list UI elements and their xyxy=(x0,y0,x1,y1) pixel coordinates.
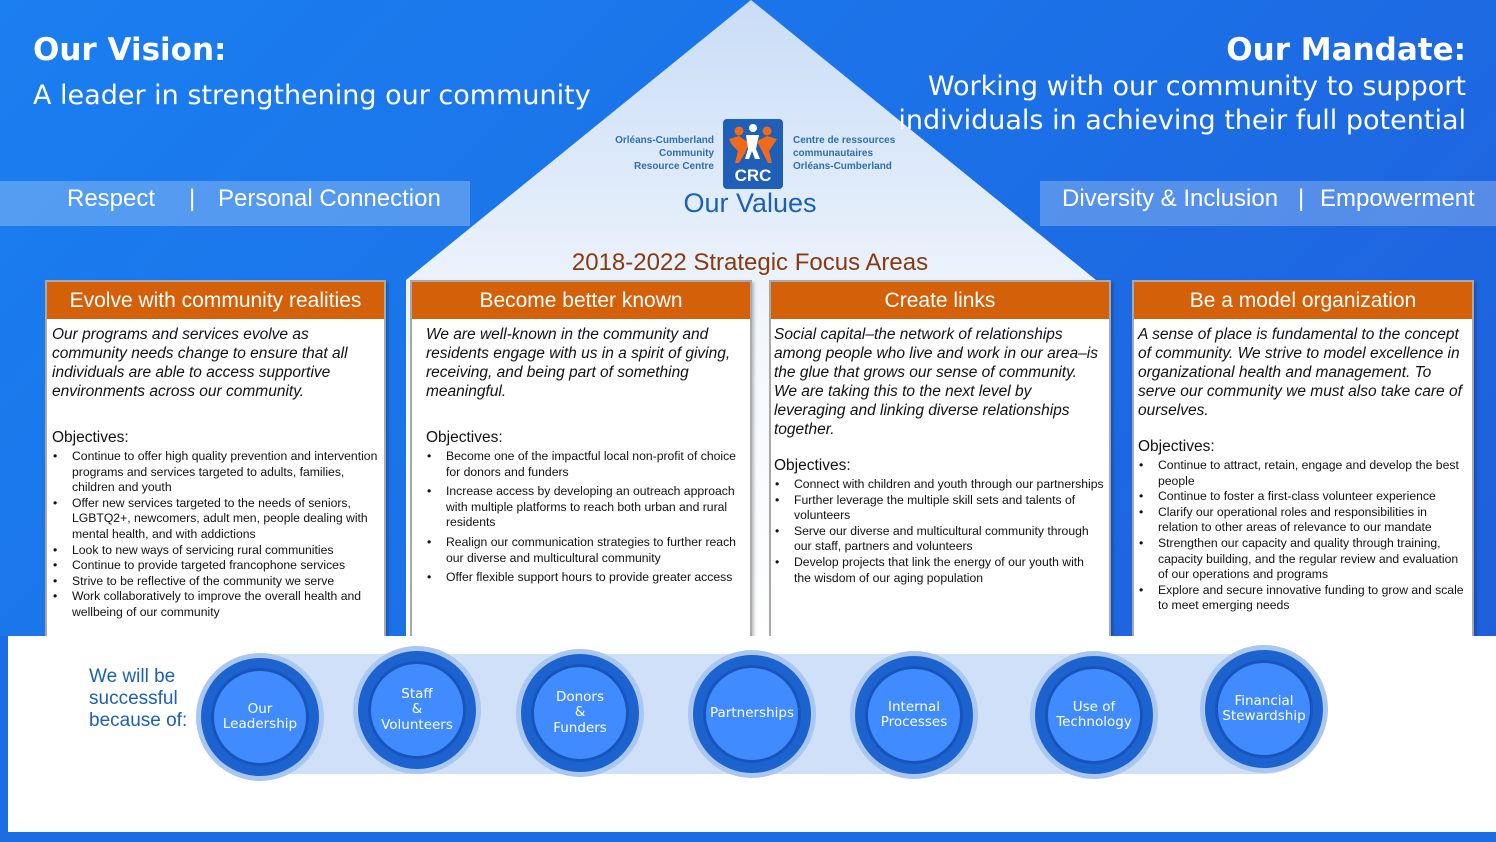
mandate-text: Working with our community to support individuals in achieving their full potential xyxy=(898,71,1466,136)
objectives-label: Objectives: xyxy=(1138,438,1215,455)
success-bubble-financial-stewardship: Financial Stewardship xyxy=(1205,650,1323,768)
value-separator: | xyxy=(189,185,196,212)
success-bubble-partnerships: Partnerships xyxy=(693,655,811,773)
people-figures-icon xyxy=(723,119,783,167)
bottom-strip xyxy=(0,832,1496,842)
value-respect: Respect xyxy=(67,185,156,212)
success-label: We will be successful because of: xyxy=(89,666,188,731)
logo-english-name: Orléans-Cumberland Community Resource Centre xyxy=(615,135,714,172)
list-item: • Offer new services targeted to the needs of seniors, LGBTQ2+, newcomers, adult men, people dealing with mental health, and with addictions xyxy=(52,496,379,543)
logo-french-name: Centre de ressources communautaires Orléans-Cumberland xyxy=(793,135,896,172)
success-bubble-donors-funders: Donors & Funders xyxy=(521,654,639,772)
card-intro: A sense of place is fundamental to the concept of community. We strive to model excellence in organizational health and management. To serve our community we must also take care of ourselves. xyxy=(1138,326,1462,419)
focus-card-model-organization xyxy=(1132,280,1474,638)
value-separator: | xyxy=(1298,185,1305,212)
list-item: • Realign our communication strategies to further reach our diverse and multicultural community xyxy=(426,535,745,566)
card-title: Create links xyxy=(771,282,1109,319)
list-item: • Continue to offer high quality prevention and intervention programs and services targeted to adults, families, children and youth xyxy=(52,449,379,496)
list-item: • Offer flexible support hours to provide greater access xyxy=(426,570,745,586)
objectives-label: Objectives: xyxy=(426,429,503,446)
vision-text: A leader in strengthening our community xyxy=(33,80,591,111)
success-bubble-leadership: Our Leadership xyxy=(201,658,319,776)
vision-title: Our Vision: xyxy=(33,32,227,68)
list-item: • Serve our diverse and multicultural community through our staff, partners and volunteers xyxy=(774,524,1104,555)
success-bubble-internal-processes: Internal Processes xyxy=(855,656,973,774)
focus-card-create-links xyxy=(769,280,1111,638)
list-item: • Strengthen our capacity and quality through training, capacity building, and the regular review and evaluation of our operations and programs xyxy=(1138,536,1467,583)
crc-logo xyxy=(600,116,910,186)
our-values-title: Our Values xyxy=(683,188,817,218)
card-title: Become better known xyxy=(412,282,750,319)
list-item: • Connect with children and youth through our partnerships xyxy=(774,477,1104,493)
list-item: • Look to new ways of servicing rural communities xyxy=(52,543,379,559)
card-title: Be a model organization xyxy=(1134,282,1472,319)
list-item: • Continue to attract, retain, engage and develop the best people xyxy=(1138,458,1467,489)
list-item: • Work collaboratively to improve the overall health and wellbeing of our community xyxy=(52,589,379,620)
list-item: • Develop projects that link the energy of our youth with the wisdom of our aging population xyxy=(774,555,1104,586)
list-item: • Explore and secure innovative funding to grow and scale to meet emerging needs xyxy=(1138,583,1467,614)
card-title: Evolve with community realities xyxy=(47,282,384,319)
list-item: • Continue to foster a first-class volunteer experience xyxy=(1138,489,1467,505)
focus-areas-title: 2018-2022 Strategic Focus Areas xyxy=(571,249,929,276)
success-bubble-staff-volunteers: Staff & Volunteers xyxy=(358,651,476,769)
objectives-label: Objectives: xyxy=(774,457,851,474)
left-edge xyxy=(0,636,8,832)
card-intro: Our programs and services evolve as community needs change to ensure that all individuals are able to access supportive environments across our community. xyxy=(52,326,348,400)
list-item: • Continue to provide targeted francophone services xyxy=(52,558,379,574)
objectives-label: Objectives: xyxy=(52,429,129,446)
focus-card-evolve xyxy=(45,280,386,638)
card-intro: Social capital–the network of relationships among people who live and work in our area–is the glue that grows our sense of community. We are taking this to the next level by leveraging and linking diverse relationships together. xyxy=(774,326,1098,438)
mandate-title: Our Mandate: xyxy=(1226,32,1466,68)
list-item: • Clarify our operational roles and responsibilities in relation to other areas of relevance to our mandate xyxy=(1138,505,1467,536)
list-item: • Become one of the impactful local non-profit of choice for donors and funders xyxy=(426,449,745,480)
list-item: • Increase access by developing an outreach approach with multiple platforms to reach both urban and rural residents xyxy=(426,484,745,531)
list-item: • Further leverage the multiple skill sets and talents of volunteers xyxy=(774,493,1104,524)
value-empowerment: Empowerment xyxy=(1320,185,1475,212)
value-personal-connection: Personal Connection xyxy=(218,185,441,212)
logo-mark xyxy=(723,119,783,189)
value-diversity-inclusion: Diversity & Inclusion xyxy=(1062,185,1279,212)
card-intro: We are well-known in the community and residents engage with us in a spirit of giving, receiving, and being part of something meaningful. xyxy=(426,326,731,400)
logo-abbr: CRC xyxy=(734,166,772,185)
list-item: • Strive to be reflective of the community we serve xyxy=(52,574,379,590)
success-bubble-technology: Use of Technology xyxy=(1035,656,1153,774)
focus-card-better-known xyxy=(410,280,752,638)
